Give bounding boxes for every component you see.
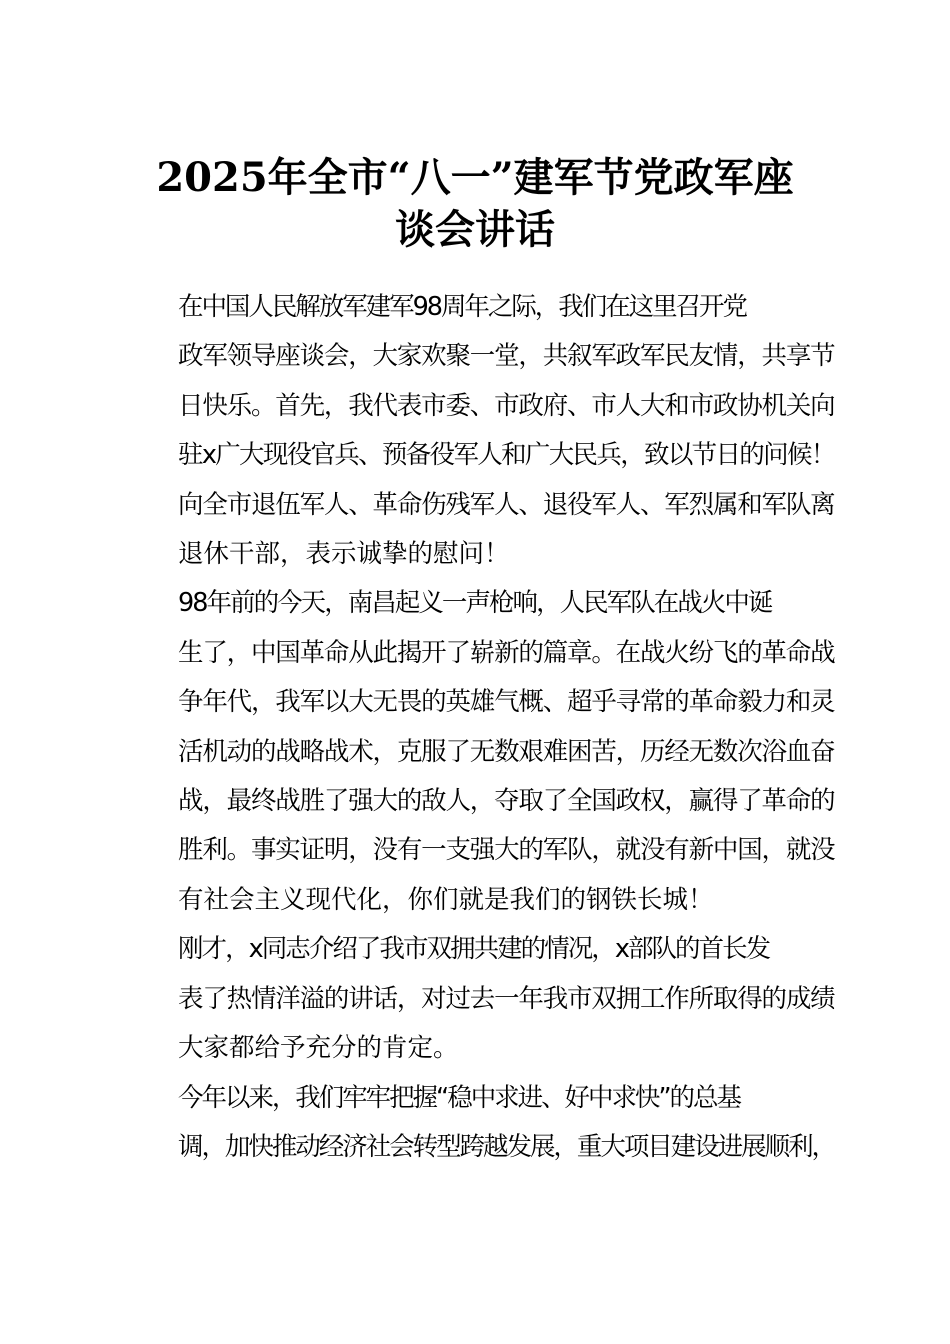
text-line: 活机动的战略战术，克服了无数艰难困苦，历经无数次浴血奋 [178,736,835,767]
text-line: 在中国人民解放军建军98周年之际，我们在这里召开党 [178,292,746,322]
title-line-1: 2025年全市“八一”建军节党政军座 [156,154,794,201]
text-line: 争年代，我军以大无畏的英雄气概、超乎寻常的革命毅力和灵 [178,687,835,718]
text-line: 胜利。事实证明，没有一支强大的军队，就没有新中国，就没 [178,835,835,866]
text-line: 98年前的今天，南昌起义一声枪响，人民军队在战火中诞 [178,588,772,619]
document-title [100,152,850,256]
text-line: 日快乐。首先，我代表市委、市政府、市人大和市政协机关向 [178,390,835,421]
text-line: 刚才，x同志介绍了我市双拥共建的情况，x部队的首长发 [178,934,770,965]
text-line: 大家都给予充分的肯定。 [178,1033,459,1064]
text-line: 生了，中国革命从此揭开了崭新的篇章。在战火纷飞的革命战 [178,637,835,668]
text-line: 退休干部，表示诚挚的慰问！ [178,539,510,570]
text-line: 战，最终战胜了强大的敌人，夺取了全国政权，赢得了革命的 [178,786,835,817]
paragraph-1 [127,283,835,579]
text-line: 驻x广大现役官兵、预备役军人和广大民兵，致以节日的问候！ [178,440,835,471]
text-line: 表了热情洋溢的讲话，对过去一年我市双拥工作所取得的成绩 [178,983,835,1014]
text-line: 调，加快推动经济社会转型跨越发展，重大项目建设进展顺利， [178,1131,836,1162]
text-line: 政军领导座谈会，大家欢聚一堂，共叙军政军民友情，共享节 [178,341,835,372]
paragraph-3 [127,925,835,1073]
text-line: 向全市退伍军人、革命伤残军人、退役军人、军烈属和军队离 [178,489,835,520]
title-line-2: 谈会讲话 [395,206,555,253]
paragraph-2 [127,579,835,925]
text-line: 今年以来，我们牢牢把握“稳中求进、好中求快”的总基 [178,1082,740,1113]
document-body [127,283,835,1172]
text-line: 有社会主义现代化，你们就是我们的钢铁长城！ [178,884,714,915]
paragraph-4 [127,1074,835,1173]
